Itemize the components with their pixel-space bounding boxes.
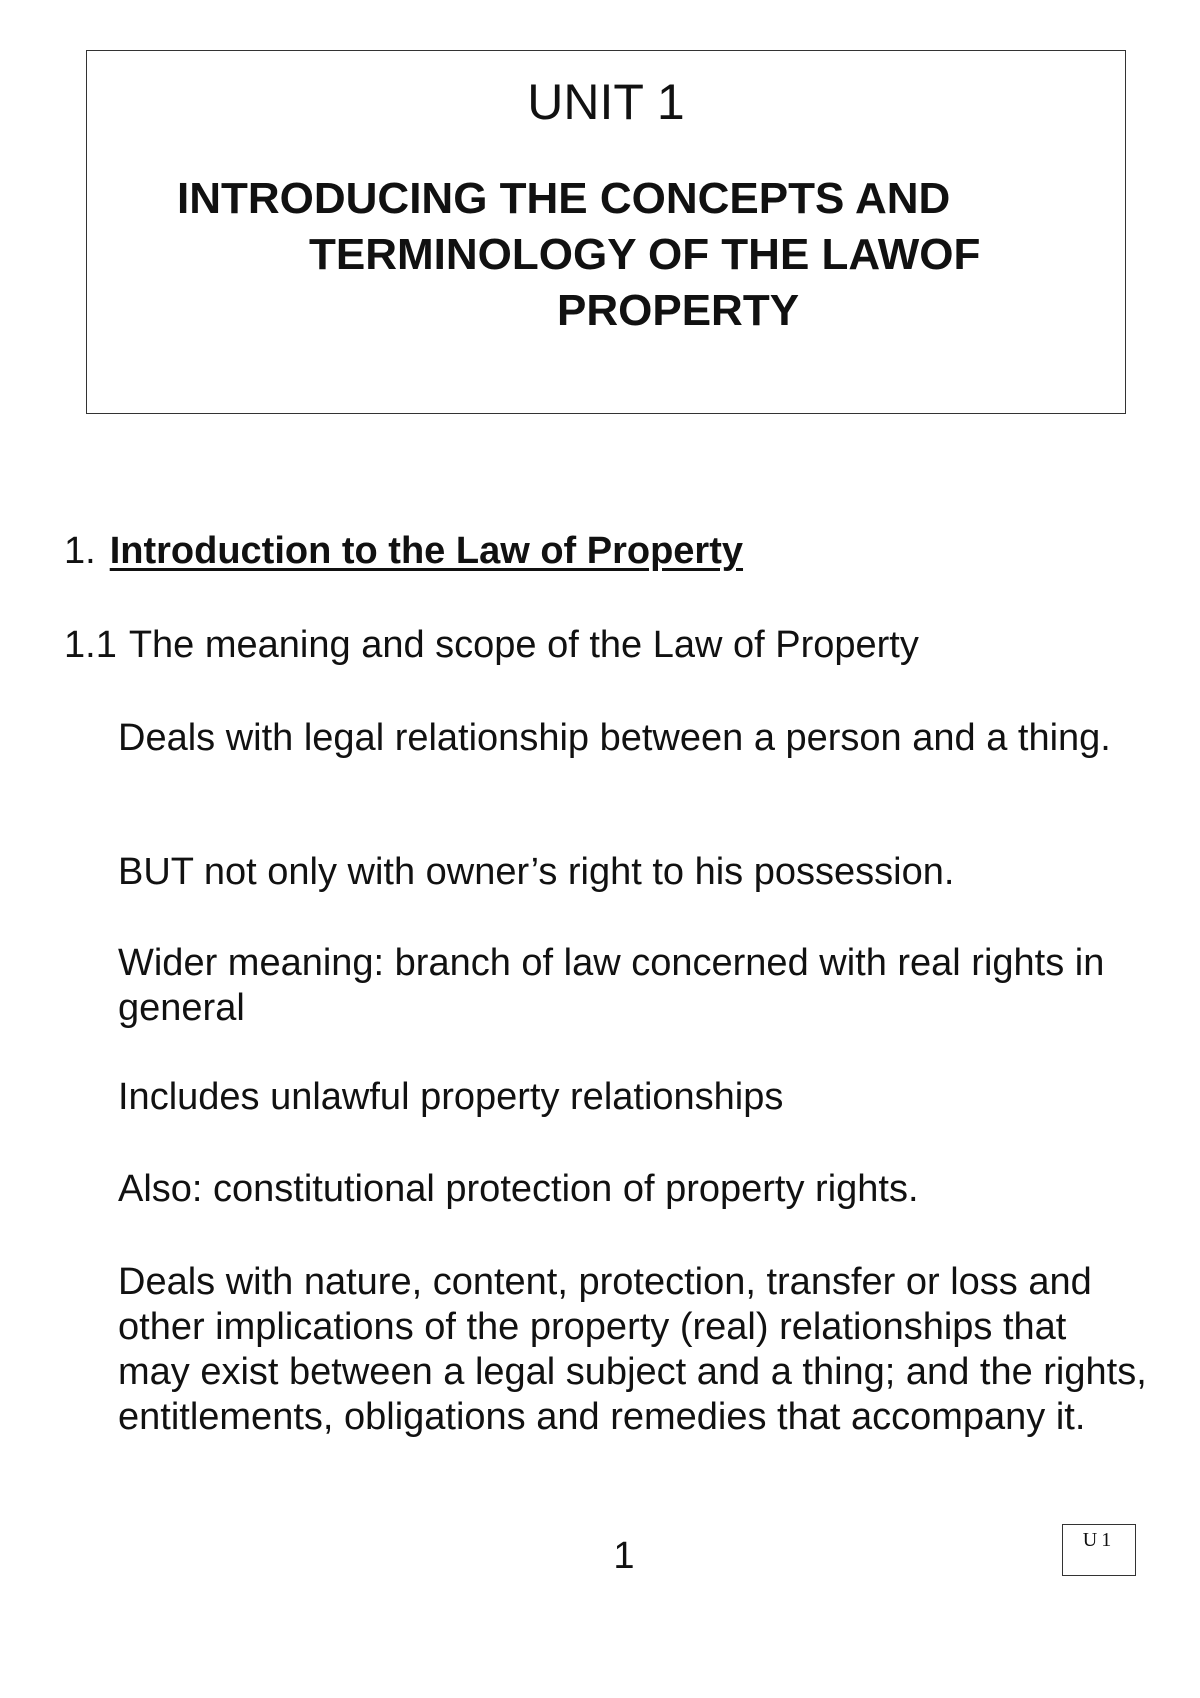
- unit-title-line-3: PROPERTY: [557, 286, 800, 335]
- section-heading: [64, 530, 743, 573]
- paragraph-unlawful-relationships: Includes unlawful property relationships: [118, 1076, 784, 1118]
- subsection-number: 1.1: [64, 624, 117, 666]
- unit-label: UNIT 1: [527, 74, 685, 130]
- section-title: Introduction to the Law of Property: [109, 530, 744, 572]
- section-number: 1.: [64, 530, 96, 572]
- unit-title-box: [86, 50, 1126, 414]
- paragraph-constitutional-protection: Also: constitutional protection of property rights.: [118, 1168, 919, 1210]
- unit-title-line-1: INTRODUCING THE CONCEPTS AND: [177, 174, 951, 223]
- paragraph-wider-meaning: Wider meaning: branch of law concerned with real rights in general: [118, 942, 1105, 1029]
- paragraph-nature-content: Deals with nature, content, protection, transfer or loss and other implications of the property (real) relationships that may exist between a legal subject and a thing; and the rights, entitlements, obligations and remedies that accompany it.: [118, 1261, 1147, 1438]
- page-tag: U1: [1062, 1524, 1136, 1576]
- page-number: 1: [613, 1535, 635, 1577]
- subsection-title: The meaning and scope of the Law of Property: [128, 624, 919, 666]
- paragraph-owner-right: BUT not only with owner’s right to his possession.: [118, 851, 955, 893]
- unit-title-line-2: TERMINOLOGY OF THE LAWOF: [309, 230, 981, 279]
- subsection-heading: [64, 624, 919, 667]
- paragraph-legal-relationship: Deals with legal relationship between a person and a thing.: [118, 717, 1111, 759]
